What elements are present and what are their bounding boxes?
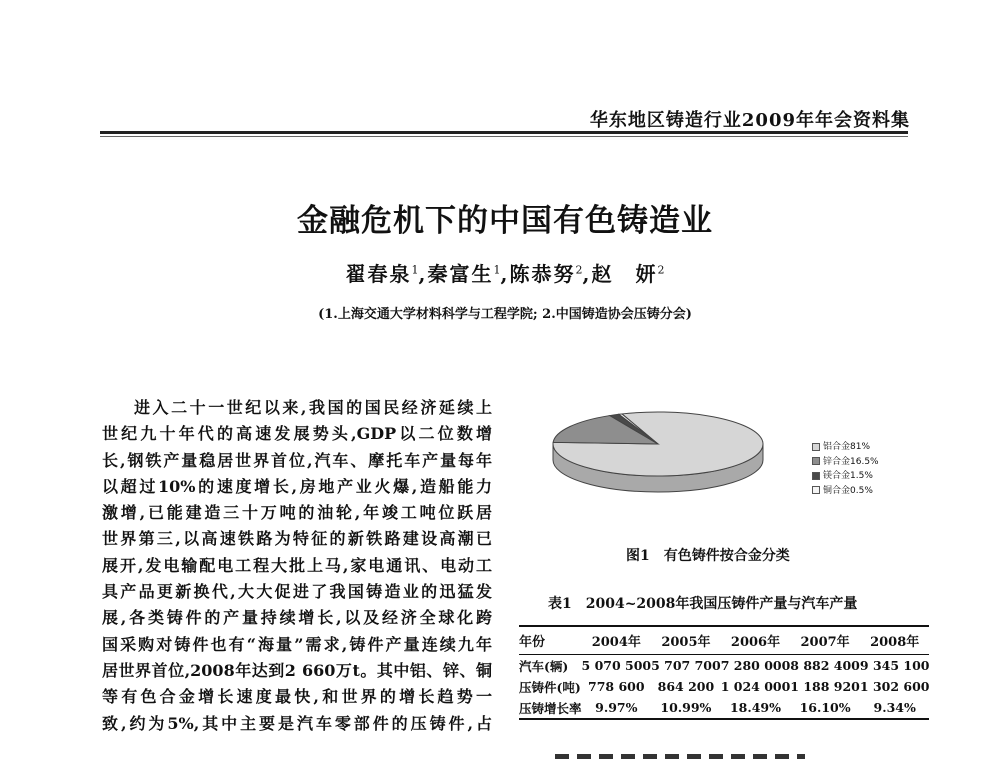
body-line: 长,钢铁产量稳居世界首位,汽车、摩托车产量每年 [102, 450, 492, 470]
legend-label: 铜合金0.5% [823, 485, 873, 496]
body-line: 居世界首位,2008年达到2 660万t。其中铝、锌、铜 [102, 660, 492, 680]
body-line: 进入二十一世纪以来,我国的国民经济延续上 [134, 398, 492, 417]
table-cell: 8 882 400 [790, 658, 860, 673]
legend-label: 镁合金1.5% [823, 471, 873, 481]
table-header-cell: 2004年 [582, 626, 652, 655]
table-cell: 864 200 [657, 679, 715, 694]
table-cell: 5 070 500 [581, 658, 652, 673]
legend-label: 锌合金16.5% [823, 456, 879, 467]
author-affiliation-mark: 1 [493, 263, 501, 277]
body-line: 国采购对铸件也有“海量”需求,铸件产量连续九年 [102, 634, 492, 654]
legend-swatch [812, 486, 820, 494]
author-affiliation-mark: 2 [575, 263, 583, 277]
author-name: 秦富生 [427, 262, 494, 286]
table-header-cell: 2005年 [651, 626, 721, 655]
pie-legend [812, 440, 879, 498]
table-header-cell: 2007年 [790, 626, 860, 655]
table-cell: 9.97% [582, 697, 652, 719]
table-cell: 9.34% [860, 697, 930, 719]
table-cell: 10.99% [651, 697, 721, 719]
table-cell: 778 600 [588, 679, 645, 694]
body-line: 世界第三,以高速铁路为特征的新铁路建设高潮已 [102, 529, 492, 549]
paper-title: 金融危机下的中国有色铸造业 [297, 203, 713, 239]
author-name: 翟春泉 [345, 262, 412, 286]
table-row [519, 655, 929, 677]
table-cell: 18.49% [721, 697, 791, 719]
table-header-cell: 2008年 [860, 626, 930, 655]
running-head: 华东地区铸造行业2009年年会资料集 [589, 110, 910, 131]
affiliations: (1.上海交通大学材料科学与工程学院; 2.中国铸造协会压铸分会) [318, 307, 692, 322]
table-cell: 汽车(辆) [519, 658, 569, 674]
truncated-text-line [555, 754, 805, 759]
table-header-row [519, 626, 929, 655]
author-affiliation-mark: 1 [411, 263, 419, 277]
figure-caption: 图1 有色铸件按合金分类 [626, 548, 790, 564]
table-row [519, 676, 929, 697]
legend-entry [812, 469, 879, 484]
body-line: 激增,已能建造三十万吨的油轮,年竣工吨位跃居 [102, 503, 492, 523]
author-name: 陈恭努 [509, 262, 576, 286]
table-cell: 1 024 000 [720, 679, 791, 694]
table-caption: 表1 2004~2008年我国压铸件产量与汽车产量 [548, 596, 858, 612]
table-cell: 1 188 920 [790, 679, 860, 694]
table-cell: 压铸增长率 [519, 697, 582, 719]
legend-entry [812, 455, 879, 470]
body-line: 展,各类铸件的产量持续增长,以及经济全球化跨 [102, 608, 492, 628]
table-header-cell: 2006年 [721, 626, 791, 655]
table-cell: 7 280 000 [720, 658, 791, 673]
body-line: 世纪九十年代的高速发展势头,GDP以二位数增 [102, 424, 492, 444]
legend-swatch [812, 457, 820, 465]
table-cell: 5 707 700 [651, 658, 721, 673]
table-row [519, 697, 929, 719]
body-line: 展开,发电输配电工程大批上马,家电通讯、电动工 [102, 555, 492, 575]
table-cell: 1 302 600 [859, 679, 930, 694]
legend-swatch [812, 472, 820, 480]
table-cell: 16.10% [790, 697, 860, 719]
legend-label: 铝合金81% [823, 442, 871, 452]
legend-entry [812, 484, 879, 499]
author-name: 赵 妍 [591, 262, 658, 286]
author-affiliation-mark: 2 [657, 263, 665, 277]
header-rule-thin [100, 136, 908, 137]
body-line: 具产品更新换代,大大促进了我国铸造业的迅猛发 [102, 582, 492, 602]
body-paragraph [102, 395, 492, 737]
legend-entry [812, 440, 879, 455]
header-rule-thick [100, 131, 908, 134]
body-line: 以超过10%的速度增长,房地产业火爆,造船能力 [102, 476, 492, 496]
production-table [519, 625, 929, 720]
legend-swatch [812, 443, 820, 451]
table-cell: 压铸件(吨) [519, 679, 581, 695]
table-header-cell: 年份 [519, 626, 582, 655]
author-list: 翟春泉$^1$,秦富生$^1$,陈恭努$^2$,赵 妍$^2$ [345, 262, 665, 286]
table-cell: 9 345 100 [859, 658, 930, 673]
body-line: 等有色合金增长速度最快,和世界的增长趋势一 [102, 687, 492, 707]
body-line: 致,约为5%,其中主要是汽车零部件的压铸件,占 [102, 713, 492, 733]
